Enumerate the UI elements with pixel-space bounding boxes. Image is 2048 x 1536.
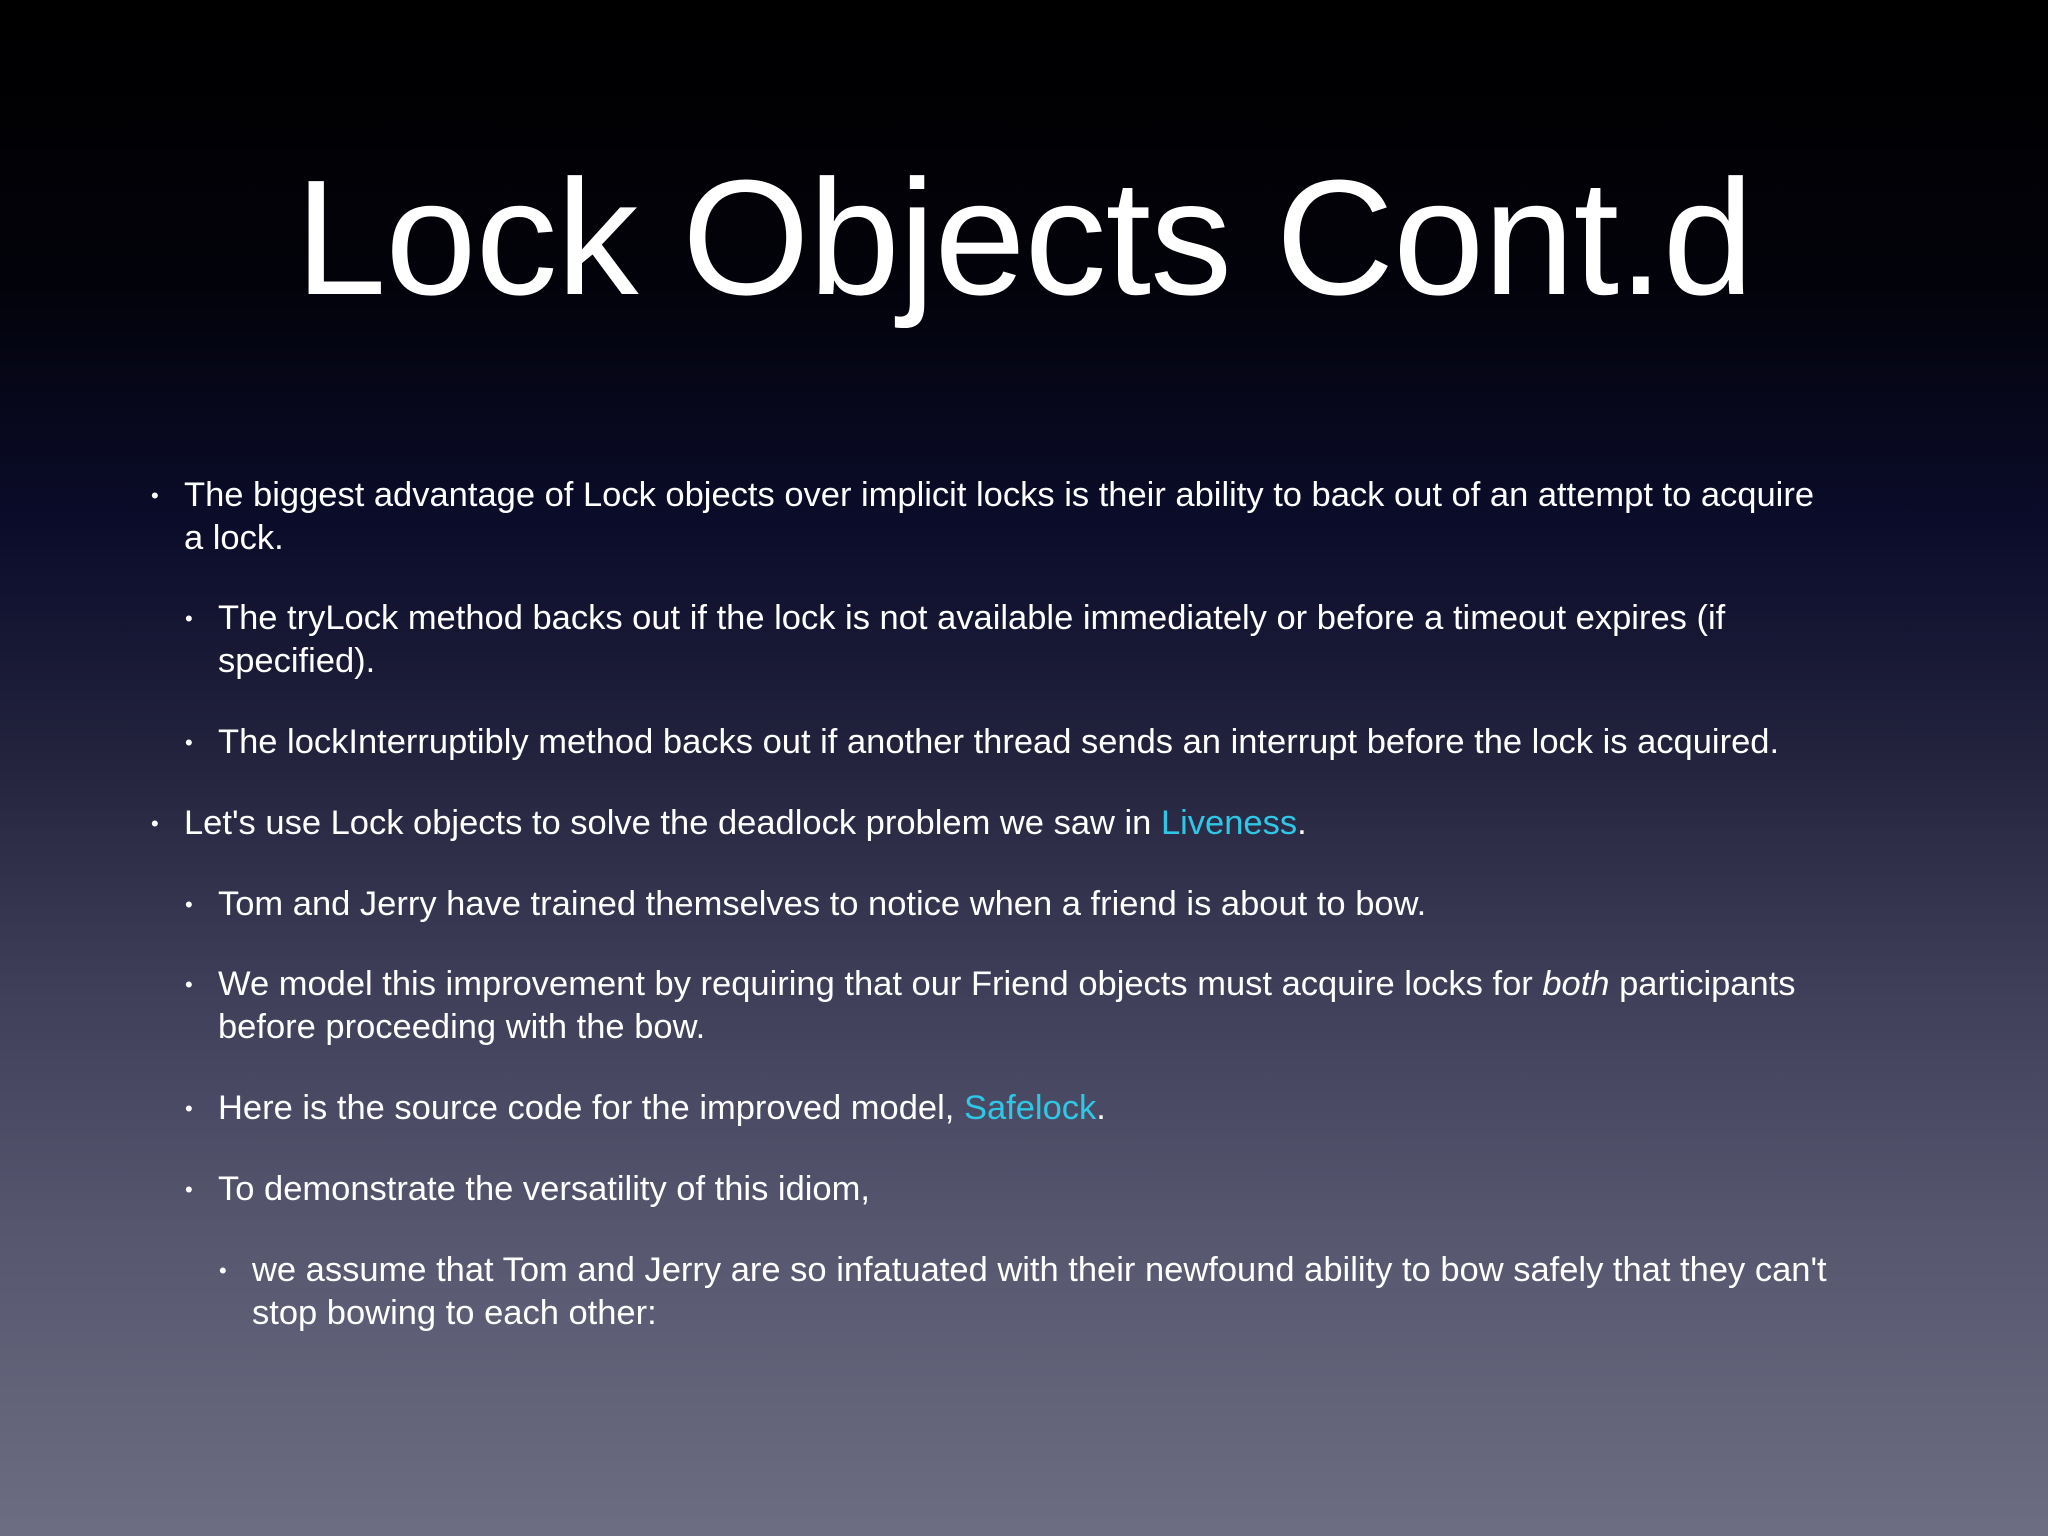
bullet-text-line <box>218 1087 1918 1130</box>
bullet-text-line: specified). <box>218 642 376 680</box>
slide-title: Lock Objects Cont.d <box>295 146 1753 329</box>
emphasis-text: both <box>1542 965 1610 1003</box>
bullet-dot: • <box>151 483 159 508</box>
bullet-text-line: we assume that Tom and Jerry are so infatuated with their newfound ability to bow safely that they can't <box>252 1251 1827 1289</box>
bullet-text-line <box>218 963 1938 1006</box>
bullet-text-line: before proceeding with the bow. <box>218 1008 706 1046</box>
bullet-item <box>151 474 1884 560</box>
bullet-item <box>219 1249 1972 1335</box>
bullet-text: We model this improvement by requiring that our Friend objects must acquire locks for <box>218 965 1543 1003</box>
bullet-text: Here is the source code for the improved model, <box>218 1089 964 1127</box>
bullet-text-line: The lockInterruptibly method backs out if another thread sends an interrupt before the lock is acquired. <box>218 723 1780 761</box>
bullet-text: Let's use Lock objects to solve the deadlock problem we saw in <box>184 804 1161 842</box>
bullet-dot: • <box>151 811 159 836</box>
bullet-text: . <box>1297 804 1307 842</box>
bullet-dot: • <box>185 892 193 917</box>
bullet-dot: • <box>185 606 193 631</box>
bullet-text-line: The biggest advantage of Lock objects over implicit locks is their ability to back out of an attempt to acquire <box>184 476 1815 514</box>
bullet-item <box>185 721 1968 764</box>
bullet-item <box>185 1168 1918 1211</box>
bullet-item <box>185 883 1918 926</box>
bullet-item <box>185 1087 1918 1130</box>
bullet-text-line: To demonstrate the versatility of this idiom, <box>218 1170 870 1208</box>
bullet-text-line: a lock. <box>184 519 284 557</box>
bullet-dot: • <box>219 1258 227 1283</box>
bullet-item <box>151 802 1884 845</box>
bullet-item <box>185 597 1918 683</box>
bullet-text-line: Tom and Jerry have trained themselves to notice when a friend is about to bow. <box>218 885 1427 923</box>
liveness-link[interactable]: Liveness <box>1160 804 1298 842</box>
bullet-dot: • <box>185 972 193 997</box>
bullet-text-line: stop bowing to each other: <box>252 1294 657 1332</box>
bullet-dot: • <box>185 1177 193 1202</box>
bullet-item <box>185 963 1938 1049</box>
bullet-text: participants <box>1609 965 1796 1003</box>
bullet-text: . <box>1096 1089 1106 1127</box>
bullet-dot: • <box>185 1096 193 1121</box>
bullet-text-line <box>184 802 1884 845</box>
safelock-link[interactable]: Safelock <box>963 1089 1097 1127</box>
bullet-dot: • <box>185 730 193 755</box>
bullet-text-line: The tryLock method backs out if the lock is not available immediately or before a timeout expires (if <box>218 599 1726 637</box>
